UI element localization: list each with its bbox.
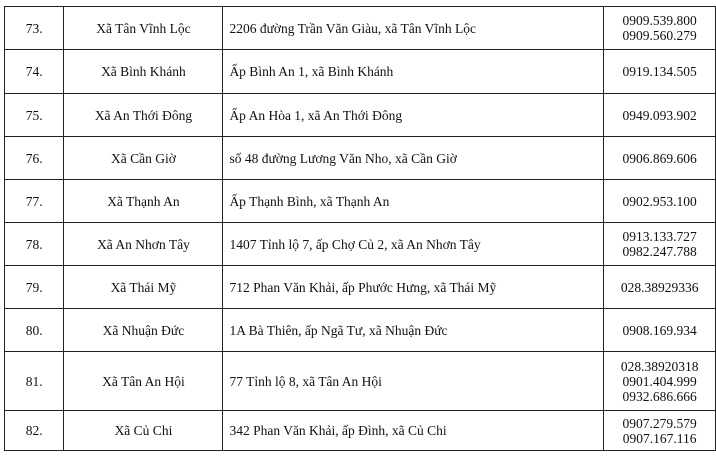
phone-number: 0907.279.579	[622, 415, 697, 431]
commune-name: Xã Thạnh An	[64, 180, 223, 223]
phone-cell	[604, 266, 716, 309]
phone-number: 028.38929336	[620, 279, 699, 295]
commune-address: 712 Phan Văn Khải, ấp Phước Hưng, xã Thái Mỹ	[223, 266, 604, 309]
commune-name: Xã Củ Chi	[64, 411, 223, 451]
row-number: 79.	[5, 266, 64, 309]
phone-number: 0902.953.100	[622, 193, 697, 209]
row-number: 81.	[5, 352, 64, 411]
phone-number: 0949.093.902	[622, 107, 697, 123]
table-row	[5, 309, 716, 352]
row-number: 74.	[5, 50, 64, 94]
table-row	[5, 137, 716, 180]
row-number: 82.	[5, 411, 64, 451]
phone-number: 0909.560.279	[622, 28, 697, 43]
commune-name: Xã An Thới Đông	[64, 94, 223, 137]
commune-name: Xã Tân An Hội	[64, 352, 223, 411]
commune-address: 77 Tỉnh lộ 8, xã Tân An Hội	[223, 352, 604, 411]
phone-cell	[604, 411, 716, 451]
commune-name: Xã Bình Khánh	[64, 50, 223, 94]
phone-cell	[604, 309, 716, 352]
commune-address: 1A Bà Thiên, ấp Ngã Tư, xã Nhuận Đức	[223, 309, 604, 352]
row-number: 80.	[5, 309, 64, 352]
phone-number: 0919.134.505	[622, 64, 697, 79]
table-body	[5, 7, 716, 451]
phone-cell	[604, 180, 716, 223]
table-row	[5, 180, 716, 223]
commune-name: Xã An Nhơn Tây	[64, 223, 223, 266]
commune-name: Xã Cần Giờ	[64, 137, 223, 180]
phone-number: 028.38920318	[620, 358, 699, 374]
phone-number: 0982.247.788	[622, 244, 697, 259]
row-number: 76.	[5, 137, 64, 180]
phone-cell	[604, 94, 716, 137]
commune-name: Xã Tân Vĩnh Lộc	[64, 7, 223, 50]
row-number: 73.	[5, 7, 64, 50]
table-row	[5, 50, 716, 94]
commune-address: 342 Phan Văn Khải, ấp Đình, xã Củ Chi	[223, 411, 604, 451]
phone-number: 0906.869.606	[622, 150, 697, 166]
phone-number: 0932.686.666	[622, 388, 697, 404]
phone-cell	[604, 50, 716, 94]
phone-number: 0908.169.934	[622, 322, 697, 338]
table-row	[5, 223, 716, 266]
commune-name: Xã Thái Mỹ	[64, 266, 223, 309]
row-number: 78.	[5, 223, 64, 266]
commune-address: Ấp Thạnh Bình, xã Thạnh An	[223, 180, 604, 223]
commune-address: số 48 đường Lương Văn Nho, xã Cần Giờ	[223, 137, 604, 180]
table-row	[5, 266, 716, 309]
phone-cell	[604, 137, 716, 180]
commune-contact-table	[4, 6, 716, 451]
table-row	[5, 352, 716, 411]
phone-number: 0909.539.800	[622, 13, 697, 28]
phone-cell	[604, 7, 716, 50]
phone-number: 0901.404.999	[622, 373, 697, 389]
row-number: 77.	[5, 180, 64, 223]
commune-address: 1407 Tỉnh lộ 7, ấp Chợ Củ 2, xã An Nhơn Tây	[223, 223, 604, 266]
commune-name: Xã Nhuận Đức	[64, 309, 223, 352]
table-row	[5, 7, 716, 50]
commune-address: 2206 đường Trần Văn Giàu, xã Tân Vĩnh Lộc	[223, 7, 604, 50]
row-number: 75.	[5, 94, 64, 137]
phone-number: 0913.133.727	[622, 229, 697, 244]
commune-address: Ấp An Hòa 1, xã An Thới Đông	[223, 94, 604, 137]
commune-address: Ấp Bình An 1, xã Bình Khánh	[223, 50, 604, 94]
table-row	[5, 411, 716, 451]
phone-cell	[604, 352, 716, 411]
phone-cell	[604, 223, 716, 266]
table-row	[5, 94, 716, 137]
phone-number: 0907.167.116	[622, 430, 697, 446]
